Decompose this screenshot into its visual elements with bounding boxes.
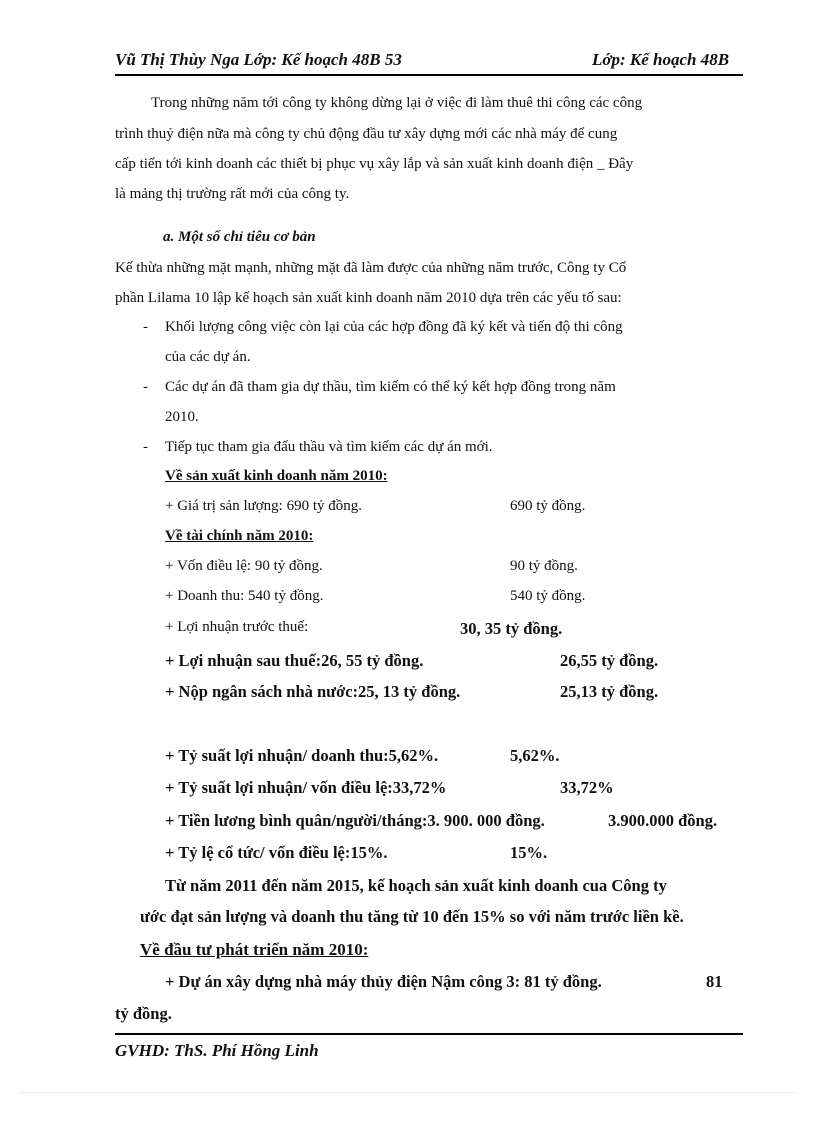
lnst-label: + Lợi nhuận sau thuế:26, 55 tỷ đồng. [165,651,424,670]
sanluong-label: + Giá trị sản lượng: 690 tỷ đồng. [165,498,363,514]
para3-line-1: Từ năm 2011 đến năm 2015, kế hoạch sản xuất kinh doanh cua Công ty [165,876,667,895]
tienluong-value: 3.900.000 đồng. [608,811,718,830]
bullet-1-line-2: của các dự án. [165,349,251,365]
tsln-dt-value: 5,62%. [510,746,560,765]
duan-continuation: tỷ đồng. [115,1004,172,1023]
lntt-value: 30, 35 tỷ đồng. [460,619,563,638]
section-a-heading: a. Một số chỉ tiêu cơ bản [163,229,316,245]
lnst-value: 26,55 tỷ đồng. [560,651,659,670]
lntt-label: + Lợi nhuận trước thuế: [165,619,309,635]
dautu-heading: Về đầu tư phát triển năm 2010: [140,940,369,959]
intro-line-1: Trong những năm tới công ty không dừng lại ở việc đi làm thuê thi công các công [151,95,643,111]
duan-label: + Dự án xây dựng nhà máy thủy điện Nậm công 3: 81 tỷ đồng. [165,972,602,991]
intro-line-4: là mảng thị trường rất mới của công ty. [115,186,350,202]
nopns-value: 25,13 tỷ đồng. [560,682,659,701]
para3-line-2: ước đạt sản lượng và doanh thu tăng từ 10 đến 15% so với năm trước liền kề. [140,907,684,926]
tsln-vdl-label: + Tỷ suất lợi nhuận/ vốn điều lệ:33,72% [165,778,447,797]
cotuc-label: + Tỷ lệ cổ tức/ vốn điều lệ:15%. [165,843,388,862]
header-right: Lớp: Kế hoạch 48B [592,50,730,69]
footer-supervisor: GVHD: ThS. Phí Hồng Linh [115,1041,319,1060]
nopns-label: + Nộp ngân sách nhà nước:25, 13 tỷ đồng. [165,682,461,701]
header-rule [115,74,743,76]
bullet-dash: - [143,439,148,455]
bullet-1-line-1: Khối lượng công việc còn lại của các hợp đồng đã ký kết và tiến độ thi công [165,319,623,335]
doanhthu-label: + Doanh thu: 540 tỷ đồng. [165,588,324,604]
bullet-dash: - [143,319,148,335]
bullet-2-line-1: Các dự án đã tham gia dự thầu, tìm kiếm có thể ký kết hợp đồng trong năm [165,379,616,395]
duan-value: 81 [706,972,723,991]
sanluong-value: 690 tỷ đồng. [510,498,586,514]
doanhthu-value: 540 tỷ đồng. [510,588,586,604]
cotuc-value: 15%. [510,843,548,862]
tsln-vdl-value: 33,72% [560,778,614,797]
page-bottom-border [20,1092,796,1093]
sxkd-heading: Về sản xuất kinh doanh năm 2010: [165,468,388,484]
para2-line-1: Kế thừa những mặt mạnh, những mặt đã làm được của những năm trước, Công ty Cổ [115,260,627,276]
intro-line-2: trình thuỷ điện nữa mà công ty chủ động đầu tư xây dựng mới các nhà máy để cung [115,126,618,142]
footer-rule [115,1033,743,1035]
bullet-3-line-1: Tiếp tục tham gia đấu thầu và tìm kiếm các dự án mới. [165,439,493,455]
header-left: Vũ Thị Thùy Nga Lớp: Kế hoạch 48B 53 [115,50,402,69]
intro-line-3: cấp tiến tới kinh doanh các thiết bị phục vụ xây lắp và sản xuất kinh doanh điện _ Đây [115,156,634,172]
bullet-dash: - [143,379,148,395]
tienluong-label: + Tiền lương bình quân/người/tháng:3. 900. 000 đồng. [165,811,545,830]
vondieule-label: + Vốn điều lệ: 90 tỷ đồng. [165,558,323,574]
para2-line-2: phần Lilama 10 lập kế hoạch sản xuất kinh doanh năm 2010 dựa trên các yếu tố sau: [115,290,622,306]
bullet-2-line-2: 2010. [165,409,199,425]
vondieule-value: 90 tỷ đồng. [510,558,578,574]
tsln-dt-label: + Tỷ suất lợi nhuận/ doanh thu:5,62%. [165,746,439,765]
taichinh-heading: Về tài chính năm 2010: [165,528,314,544]
